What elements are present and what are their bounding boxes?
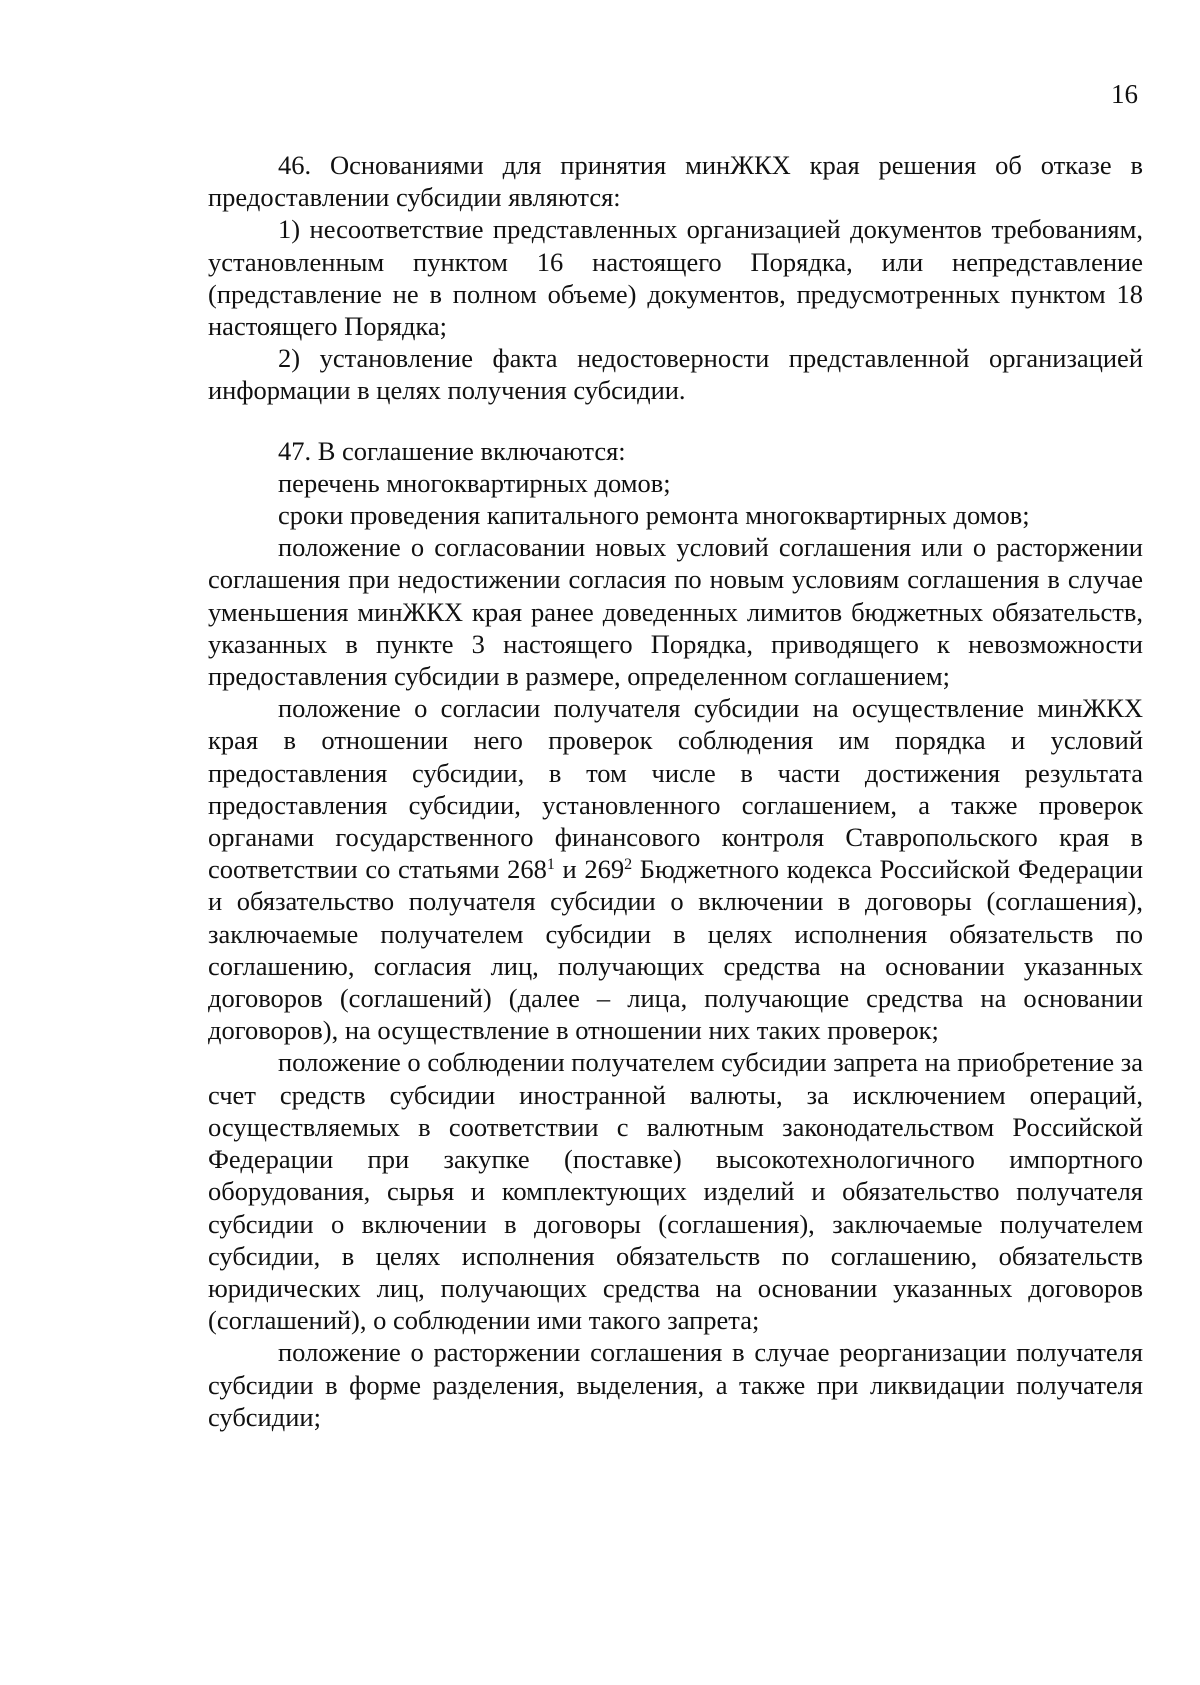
audit-consent-text-3: Бюджетного кодекса Российской Федерации и обязательство получателя субсидии о включении в договоры (соглашения), заключаемые получателем субсидии в целях исполнения обязательств по соглашению, согласия лиц, получающих средства на основании указанных договоров (соглашений) (далее – лица, получающие средства на основании договоров), на осуществление в отношении них таких проверок;: [208, 854, 1144, 1046]
paragraph-47-termination: положение о расторжении соглашения в случае реорганизации получателя субсидии в форме разделения, выделения, а также при ликвидации получателя субсидии;: [208, 1337, 1143, 1432]
page-number: 16: [1111, 79, 1138, 109]
audit-consent-text-1: положение о согласии получателя субсидии на осуществление минЖКХ края в отношении него проверок соблюдения им порядка и условий предоставления субсидии, в том числе в части достижения результата предоставления субсидии, установленного соглашением, а также проверок органами государственного финансового контроля Ставропольского края в соответствии со статьями 268: [208, 693, 1143, 885]
paragraph-46-item-1: 1) несоответствие представленных организацией документов требованиям, установленным пунктом 16 настоящего Порядка, или непредставление (представление не в полном объеме) документов, предусмотренных пунктом 18 настоящего Порядка;: [208, 214, 1143, 342]
paragraph-47-new-conditions: положение о согласовании новых условий соглашения или о расторжении соглашения при недостижении согласия по новым условиям соглашения в случае уменьшения минЖКХ края ранее доведенных лимитов бюджетных обязательств, указанных в пункте 3 настоящего Порядка, приводящего к невозможности предоставления субсидии в размере, определенном соглашением;: [208, 532, 1143, 692]
paragraph-47-repair-terms: сроки проведения капитального ремонта многоквартирных домов;: [278, 500, 1030, 531]
paragraph-47-currency-ban: положение о соблюдении получателем субсидии запрета на приобретение за счет средств субсидии иностранной валюты, за исключением операций, осуществляемых в соответствии с валютным законодательством Российской Федерации при закупке (поставке) высокотехнологичного импортного оборудования, сырья и комплектующих изделий и обязательство получателя субсидии о включении в договоры (соглашения), заключаемые получателем субсидии, в целях исполнения обязательств по соглашению, обязательств юридических лиц, получающих средства на основании указанных договоров (соглашений), о соблюдении ими такого запрета;: [208, 1047, 1143, 1336]
article-superscript-1: 1: [546, 856, 555, 874]
audit-consent-text-2: и 269: [554, 854, 625, 885]
paragraph-46-heading: 46. Основаниями для принятия минЖКХ края решения об отказе в предоставлении субсидии являются:: [208, 150, 1143, 213]
paragraph-47-buildings-list: перечень многоквартирных домов;: [278, 467, 671, 498]
article-superscript-2: 2: [624, 856, 633, 874]
paragraph-47-audit-consent: [208, 692, 1143, 1046]
paragraph-47-heading: 47. В соглашение включаются:: [278, 435, 626, 466]
document-body: [208, 149, 1143, 1433]
paragraph-46-item-2: 2) установление факта недостоверности представленной организацией информации в целях получения субсидии.: [208, 343, 1143, 406]
